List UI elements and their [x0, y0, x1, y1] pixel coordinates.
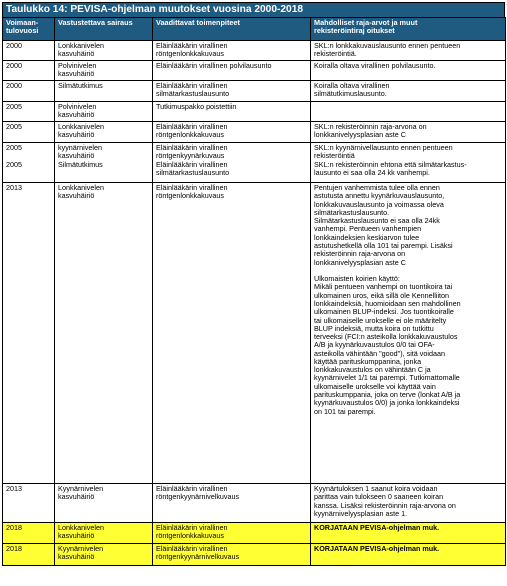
cell-action	[153, 183, 311, 484]
cell-disease	[55, 484, 153, 523]
text-line: lonkkakuvauslausunto ja voimassa oleva	[314, 199, 444, 209]
text-line: Mahdolliset raja-arvot ja muut	[314, 18, 418, 27]
text-line: lonkkanivelyysplasian aste C	[314, 257, 406, 267]
document	[2, 2, 505, 566]
text-line: kasvuhäiriö	[58, 492, 95, 502]
text-line: tulovuosi	[6, 26, 39, 36]
cell-limits	[311, 81, 506, 102]
cell-action	[153, 484, 311, 523]
text-line: röntgenlonkkakuvaus	[156, 531, 224, 541]
text-line: Eläinlääkärin virallinen	[156, 159, 228, 169]
text-line	[314, 103, 502, 111]
text-line: silmätarkastuslausunto	[156, 89, 230, 99]
cell-limits	[311, 544, 506, 566]
cell-action	[153, 143, 311, 183]
cell-disease	[55, 143, 153, 183]
text-line: vanhempi. Pentueen vanhempien	[314, 224, 422, 234]
header-row	[3, 18, 506, 41]
text-line: kasvuhäiriö	[58, 69, 95, 79]
header-disease	[55, 18, 153, 41]
table-body	[3, 41, 506, 566]
text-line: Polvinivelen	[58, 102, 97, 111]
cell-limits	[311, 143, 506, 183]
cell-year	[3, 61, 55, 81]
cell-year	[3, 102, 55, 122]
table-title: Taulukko 14: PEVISA-ohjelman muutokset vuosina 2000-2018	[2, 2, 505, 17]
cell-action	[153, 81, 311, 102]
table-row	[3, 523, 506, 544]
text-line: SKL:n rekisteröinnin ehtona että silmätarkastus-	[314, 159, 467, 169]
year-value: 2000	[6, 41, 22, 50]
text-line: kyynärkuvaustulos 0/0) ja jonka lonkkaindeksi	[314, 398, 460, 408]
cell-year	[3, 143, 55, 183]
cell-year	[3, 81, 55, 102]
text-line: Koiralla oltava virallinen	[314, 81, 390, 90]
text-line: kasvuhäiriö	[58, 130, 95, 140]
table-row	[3, 41, 506, 61]
text-line: rekisteröinnin raja-arvona on	[314, 249, 406, 259]
text-line: Eläinlääkärin virallinen	[156, 183, 228, 192]
text-line: Silmätarkastuslausunto ei saa olla 24kk	[314, 216, 440, 226]
text-line: tai ulkomaiselle urokselle ei ole määritelty	[314, 315, 447, 325]
text-line: röntgenlonkkakuvaus	[156, 49, 224, 59]
text-line: Lonkkanivelen	[58, 183, 104, 192]
cell-year	[3, 183, 55, 484]
text-line: kanssa. Lisäksi rekisteröinnin raja-arvona on	[314, 500, 456, 510]
header-action	[153, 18, 311, 41]
table-row	[3, 122, 506, 143]
pevisa-table	[2, 17, 506, 566]
text-line: röntgenlonkkakuvaus	[156, 191, 224, 201]
text-line: käyttää parituskumppanina, jonka	[314, 356, 422, 366]
year-value: 2005	[6, 143, 22, 152]
text-line: kasvuhäiriö	[58, 191, 95, 201]
year-value: 2005	[6, 102, 22, 111]
year-value: 2018	[6, 544, 22, 553]
text-line: röntgenkyynärkuvaus	[156, 151, 225, 161]
text-line: Kyynärnivelen	[58, 484, 104, 493]
text-line: lonkkaindeksien keskiarvon tulee	[314, 232, 420, 242]
cell-action	[153, 41, 311, 61]
text-line: on 101 tai parempi.	[314, 406, 376, 416]
table-row	[3, 544, 506, 566]
text-line: astutusta annettu kyynärkuvauslausunto,	[314, 191, 445, 201]
cell-limits	[311, 102, 506, 122]
text-line: silmätutkimuslausunto.	[314, 89, 387, 99]
text-line: A/B ja kyynärkuvaustulos 0/0 tai OFA-	[314, 340, 435, 350]
table-row	[3, 183, 506, 484]
text-line: lausunto ei saa olla 24 kk vanhempi.	[314, 167, 430, 177]
cell-disease	[55, 41, 153, 61]
cell-action	[153, 122, 311, 143]
text-line: kasvuhäiriö	[58, 49, 95, 59]
text-line: Pentujen vanhemmista tulee olla ennen	[314, 183, 440, 192]
text-line: Silmätutkimus	[58, 81, 103, 90]
text-line: Lonkkanivelen	[58, 122, 104, 131]
header-limits	[311, 18, 506, 41]
text-line: Lonkkanivelen	[58, 523, 104, 532]
cell-disease	[55, 81, 153, 102]
text-line: kasvuhäiriö	[58, 110, 95, 120]
year-value: 2000	[6, 81, 22, 90]
text-line: asteikolla vähintään "good"), sitä voidaan	[314, 348, 445, 358]
text-line: Tutkimuspakko poistettiin	[156, 102, 237, 111]
text-line: Voimaan-	[6, 18, 39, 27]
text-line: Ulkomaisten koirien käyttö:	[314, 274, 400, 284]
text-line: KORJATAAN PEVISA-ohjelman muk.	[314, 523, 440, 532]
table-row	[3, 143, 506, 183]
cell-disease	[55, 61, 153, 81]
cell-limits	[311, 523, 506, 544]
text-line: parituskumppania, joka on terve (lonkat A/B ja	[314, 390, 461, 400]
cell-disease	[55, 523, 153, 544]
text-line: kyynärnivelyysplasian aste 1.	[314, 508, 408, 518]
cell-limits	[311, 183, 506, 484]
header-year	[3, 18, 55, 41]
text-line: astutushetkellä olla 101 tai parempi. Lisäksi	[314, 240, 453, 250]
text-line: rekisteröintiä	[314, 151, 355, 161]
text-line: Polvinivelen	[58, 61, 97, 70]
text-line: terveeksi (FCI:n asteikolla lonkkakuvaustulos	[314, 332, 458, 342]
text-line: rekisteröintiraj oitukset	[314, 26, 395, 36]
text-line: Kyynärnivelen	[58, 544, 104, 553]
text-line: ulkomaiselle urokselle voi käyttää vain	[314, 381, 436, 391]
text-line: SKL:n kyynärnivellausunto ennen pentueen	[314, 143, 453, 152]
text-line: röntgenlonkkakuvaus	[156, 130, 224, 140]
table-row	[3, 81, 506, 102]
text-line: parittaa vain tulokseen 0 saaneen koiran	[314, 492, 444, 502]
text-line: Eläinlääkärin virallinen	[156, 523, 228, 532]
year-value: 2013	[6, 484, 22, 493]
table-row	[3, 61, 506, 81]
text-line: Eläinlääkärin virallinen	[156, 484, 228, 493]
text-line: lonkkakuvaustulos on vähintään C ja	[314, 365, 431, 375]
year-value: 2005	[6, 122, 22, 131]
text-line: Mikäli pentueen vanhempi on tuontikoira tai	[314, 282, 453, 292]
text-line: Eläinlääkärin virallinen polvilausunto	[156, 61, 272, 70]
text-line: SKL:n rekisteröinnin raja-arvona on	[314, 122, 427, 131]
text-line: kyynärnivelen	[58, 143, 102, 152]
text-line: lonkkaindeksiä, huomioidaan sen mahdollinen	[314, 298, 461, 308]
text-line: Eläinlääkärin virallinen	[156, 544, 228, 553]
table-row	[3, 484, 506, 523]
text-line: Eläinlääkärin virallinen	[156, 41, 228, 50]
cell-disease	[55, 122, 153, 143]
cell-year	[3, 484, 55, 523]
text-line: Lonkkanivelen	[58, 41, 104, 50]
cell-action	[153, 61, 311, 81]
text-line: silmätarkastuslausunto	[156, 167, 230, 177]
text-line: Eläinlääkärin virallinen	[156, 122, 228, 131]
cell-disease	[55, 102, 153, 122]
cell-year	[3, 41, 55, 61]
text-line: lonkkanivelyysplasian aste C	[314, 130, 406, 140]
text-line: röntgenkyynärnivelkuvaus	[156, 552, 240, 562]
cell-year	[3, 122, 55, 143]
text-line: KORJATAAN PEVISA-ohjelman muk.	[314, 544, 440, 553]
text-line: Koiralla oltava virallinen polvilausunto.	[314, 61, 436, 70]
text-line: ulkomainen BLUP-indeksi. Jos tuontikoiralle	[314, 307, 454, 317]
text-line: kyynärnivelet 1/1 tai parempi. Tutkimattomalle	[314, 373, 460, 383]
text-line: Eläinlääkärin virallinen	[156, 81, 228, 90]
cell-limits	[311, 484, 506, 523]
table-row	[3, 102, 506, 122]
text-line: ulkomainen uros, eikä sillä ole Kennelliiton	[314, 290, 450, 300]
text-line: kasvuhäiriö	[58, 531, 95, 541]
cell-action	[153, 102, 311, 122]
cell-action	[153, 544, 311, 566]
text-line: Silmätutkimus	[58, 159, 103, 169]
text-line: silmätarkastuslausunto.	[314, 207, 390, 217]
text-line: röntgenkyynärnivelkuvaus	[156, 492, 240, 502]
cell-year	[3, 523, 55, 544]
cell-limits	[311, 61, 506, 81]
text-line: kasvuhäiriö	[58, 552, 95, 562]
cell-action	[153, 523, 311, 544]
year-value: 2005	[6, 159, 22, 169]
text-line: Vastustettava sairaus	[58, 18, 133, 27]
cell-limits	[311, 41, 506, 61]
text-line: Kyynärtuloksen 1 saanut koira voidaan	[314, 484, 438, 493]
year-value: 2018	[6, 523, 22, 532]
year-value: 2013	[6, 183, 22, 192]
text-line: rekisteröintiä.	[314, 49, 357, 59]
cell-limits	[311, 122, 506, 143]
year-value: 2000	[6, 61, 22, 70]
cell-year	[3, 544, 55, 566]
cell-disease	[55, 183, 153, 484]
text-line: kasvuhäiriö	[58, 151, 95, 161]
text-line: SKL:n lonkkakuvauslausunto ennen pentueen	[314, 41, 461, 50]
cell-disease	[55, 544, 153, 566]
text-line: Eläinlääkärin virallinen	[156, 143, 228, 152]
text-line: BLUP indeksiä, mutta koira on tutkittu	[314, 323, 434, 333]
text-line: Vaadittavat toimenpiteet	[156, 18, 240, 27]
